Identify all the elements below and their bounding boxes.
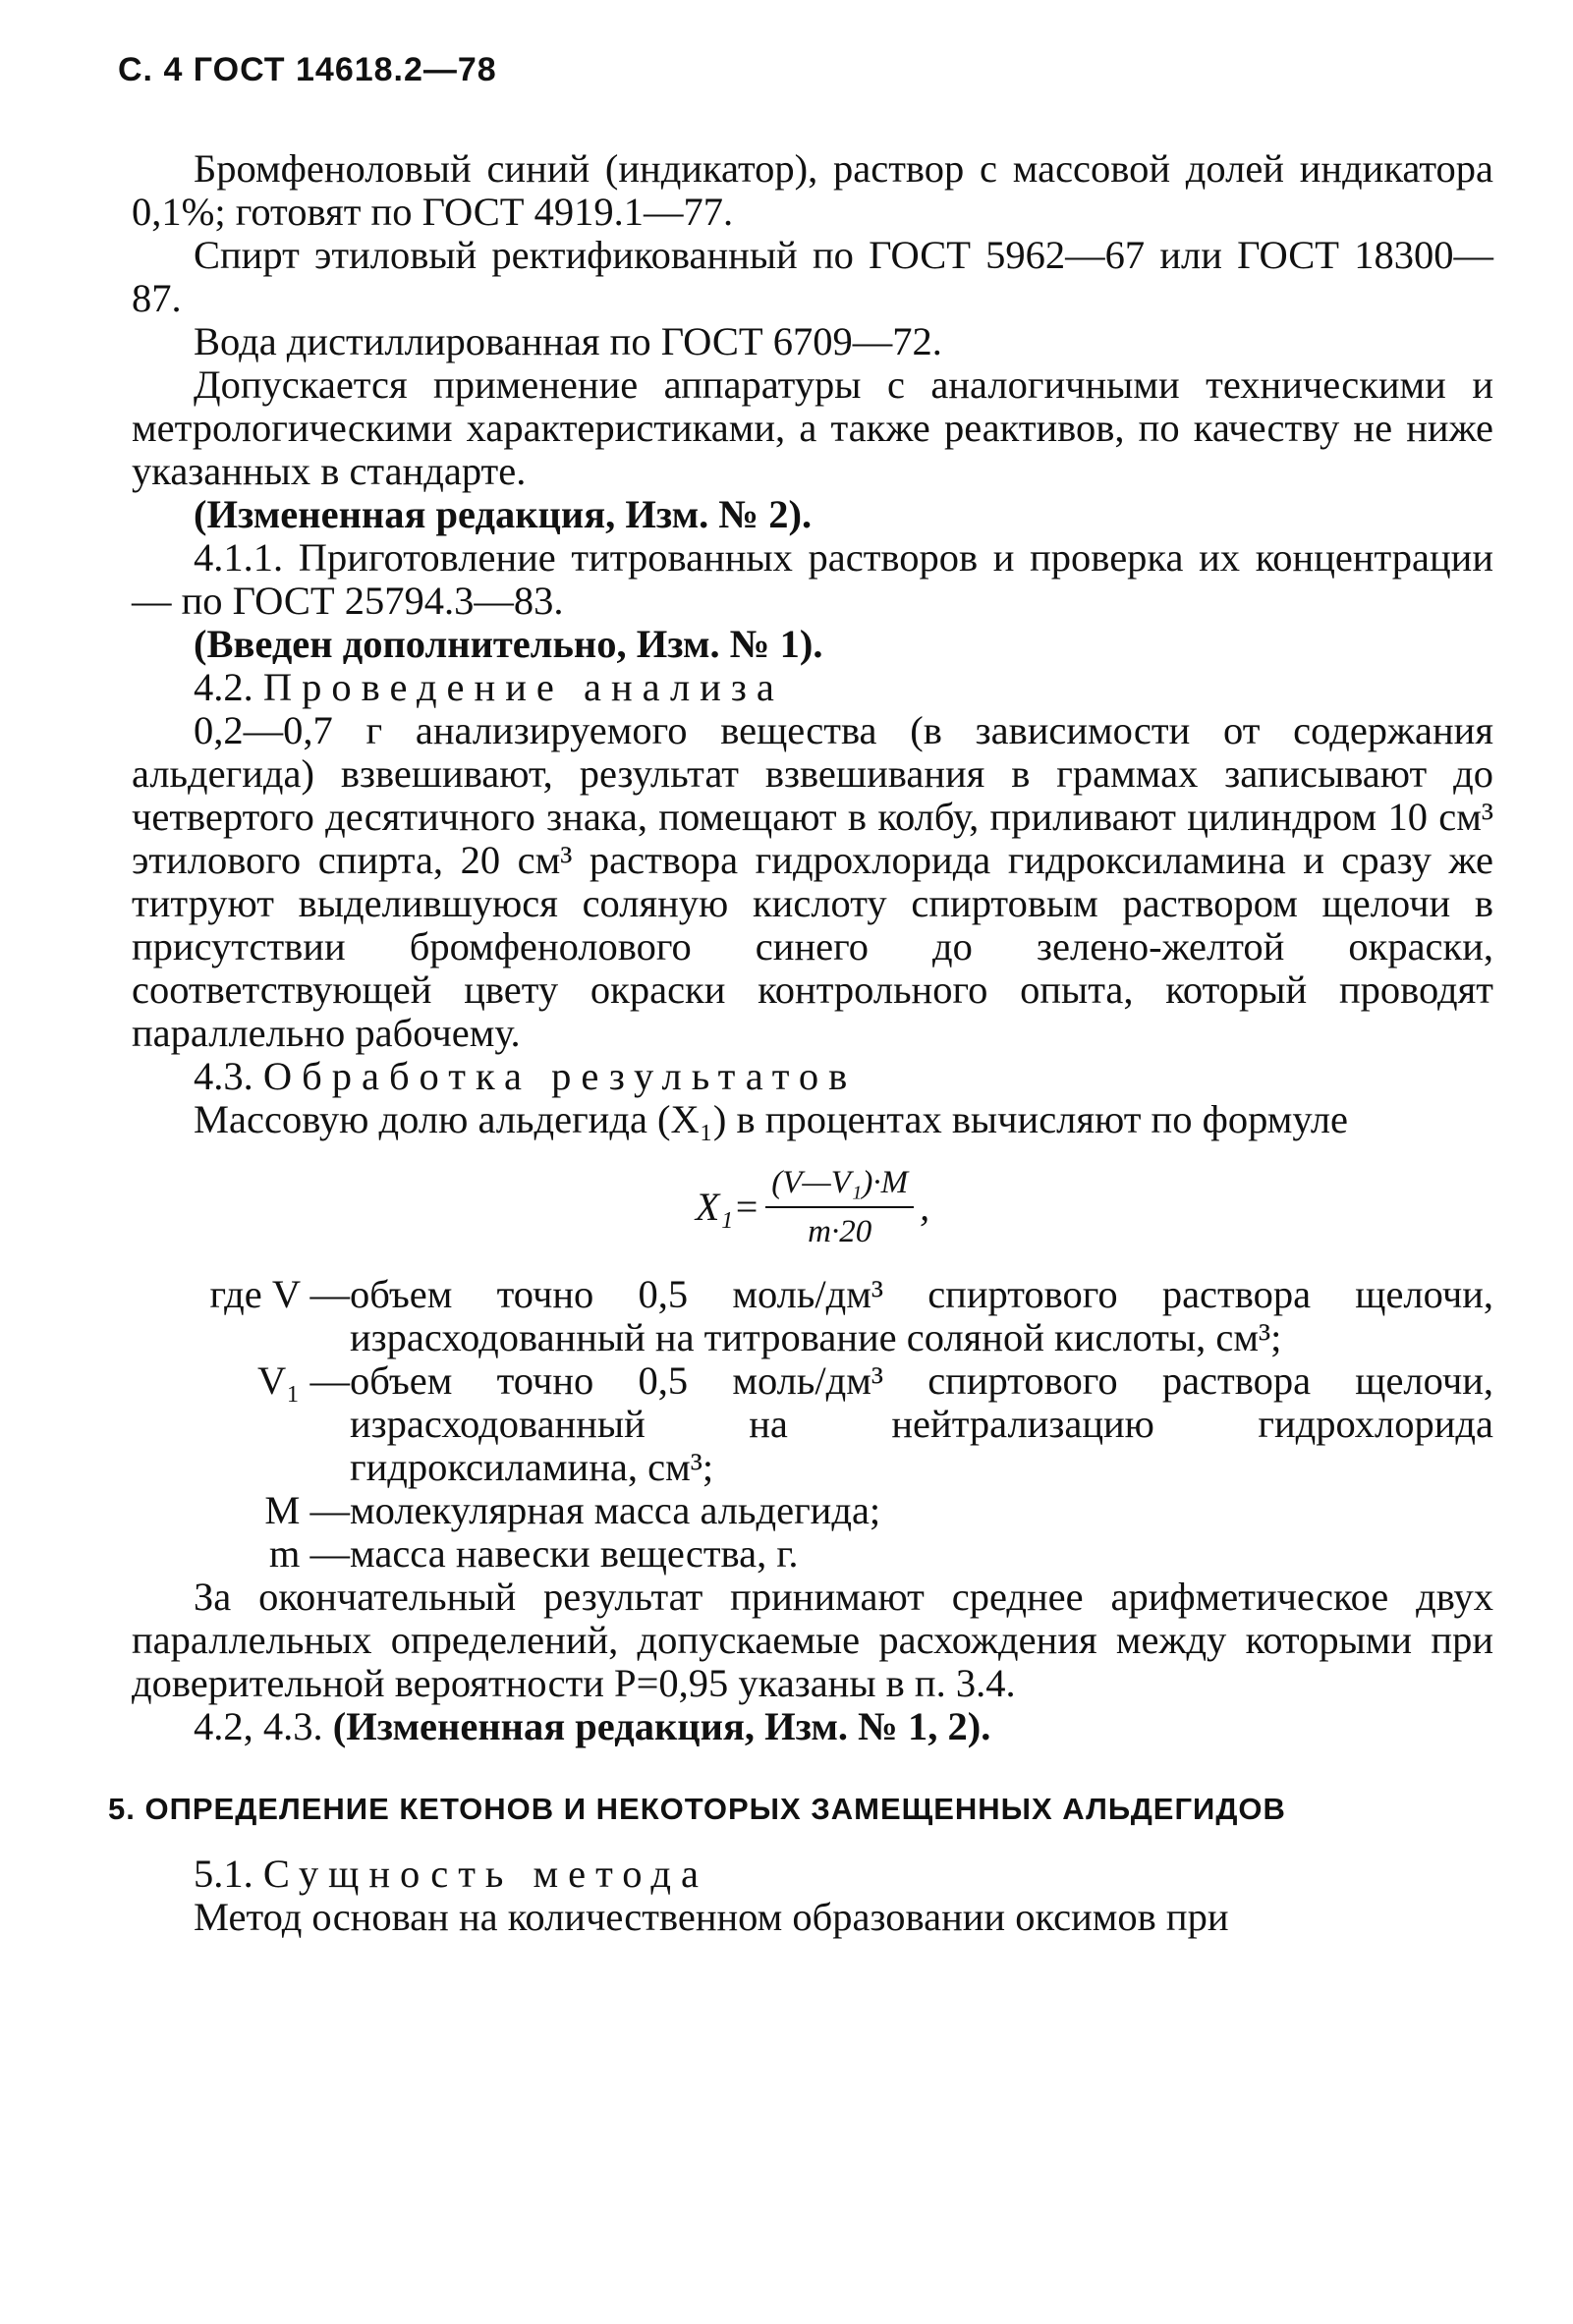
- clause-4-2-number: 4.2.: [194, 665, 253, 709]
- clause-4-3-intro: Массовую долю альдегида (X₁) в процентах вычисляют по формуле: [194, 1097, 1349, 1141]
- clause-4-2-heading: [132, 666, 1493, 709]
- reagent-paragraph-4: Допускается применение аппаратуры с аналогичными техническими и метрологическими характеристиками, а также реактивов, по качеству не ниже указанных в стандарте.: [132, 362, 1493, 493]
- definition-symbol: V₁ —: [257, 1358, 350, 1403]
- reagent-paragraph-3: Вода дистиллированная по ГОСТ 6709—72.: [194, 319, 942, 363]
- definition-text: объем точно 0,5 моль/дм³ спиртового раствора щелочи, израсходованный на титрование соляной кислоты, см³;: [350, 1272, 1493, 1359]
- definition-item: [132, 1273, 1493, 1359]
- definition-item: [132, 1532, 1493, 1576]
- clause-4-3-title: Обработка результатов: [262, 1054, 858, 1098]
- formula-tail: ,: [920, 1185, 930, 1229]
- definition-text: масса навески вещества, г.: [350, 1531, 799, 1576]
- definition-text: молекулярная масса альдегида;: [350, 1488, 881, 1532]
- amendment-note-2: (Введен дополнительно, Изм. № 1).: [194, 622, 823, 666]
- formula-numerator: (V—V₁)·M: [765, 1161, 914, 1208]
- clause-5-1-heading: [132, 1853, 1493, 1896]
- definition-item: [132, 1489, 1493, 1532]
- formula-fraction: [765, 1161, 914, 1253]
- amendment-note-3-text: (Измененная редакция, Изм. № 1, 2).: [332, 1704, 991, 1748]
- amendment-note-3-ref: 4.2, 4.3.: [194, 1704, 323, 1748]
- formula: [132, 1161, 1493, 1253]
- clause-5-1-title: Сущность метода: [262, 1852, 708, 1896]
- amendment-note-1: (Измененная редакция, Изм. № 2).: [194, 492, 813, 536]
- section-5-title: 5. ОПРЕДЕЛЕНИЕ КЕТОНОВ И НЕКОТОРЫХ ЗАМЕЩЕННЫХ АЛЬДЕГИДОВ: [108, 1792, 1286, 1826]
- definition-symbol: m —: [268, 1531, 350, 1576]
- page-content: [108, 146, 1493, 1939]
- formula-lhs: X₁=: [695, 1185, 760, 1229]
- clause-4-3-number: 4.3.: [194, 1054, 253, 1098]
- clause-4-2-text: 0,2—0,7 г анализируемого вещества (в зависимости от содержания альдегида) взвешивают, результат взвешивания в граммах записывают до четвертого десятичного знака, помещают в колбу, приливают цилиндром 10 см³ этилового спирта, 20 см³ раствора гидрохлорида гидроксиламина и сразу же титруют выделившуюся соляную кислоту спиртовым раствором щелочи в присутствии бромфенолового синего до зелено-желтой окраски, соответствующей цвету окраски контрольного опыта, который проводят параллельно рабочему.: [132, 708, 1493, 1055]
- page-header: С. 4 ГОСТ 14618.2—78: [118, 51, 497, 88]
- definition-symbol: где V —: [209, 1272, 350, 1316]
- amendment-note-3: [132, 1705, 1493, 1748]
- clause-4-3-heading: [132, 1055, 1493, 1098]
- formula-denominator: m·20: [808, 1214, 872, 1249]
- reagent-paragraph-2: Спирт этиловый ректификованный по ГОСТ 5962—67 или ГОСТ 18300—87.: [132, 233, 1493, 320]
- definition-item: [132, 1359, 1493, 1489]
- clause-5-1-text: Метод основан на количественном образовании оксимов при: [194, 1895, 1229, 1939]
- definitions-list: [132, 1273, 1493, 1576]
- clause-4-1-1: 4.1.1. Приготовление титрованных растворов и проверка их концентрации — по ГОСТ 25794.3—83.: [132, 535, 1493, 623]
- definition-symbol: M —: [264, 1488, 350, 1532]
- result-paragraph: За окончательный результат принимают среднее арифметическое двух параллельных определений, допускаемые расхождения между которыми при доверительной вероятности P=0,95 указаны в п. 3.4.: [132, 1575, 1493, 1705]
- definition-text: объем точно 0,5 моль/дм³ спиртового раствора щелочи, израсходованный на нейтрализацию гидрохлорида гидроксиламина, см³;: [350, 1358, 1493, 1489]
- clause-5-1-number: 5.1.: [194, 1852, 253, 1896]
- reagent-paragraph-1: Бромфеноловый синий (индикатор), раствор с массовой долей индикатора 0,1%; готовят по ГОСТ 4919.1—77.: [132, 146, 1493, 234]
- clause-4-2-title: Проведение анализа: [262, 665, 784, 709]
